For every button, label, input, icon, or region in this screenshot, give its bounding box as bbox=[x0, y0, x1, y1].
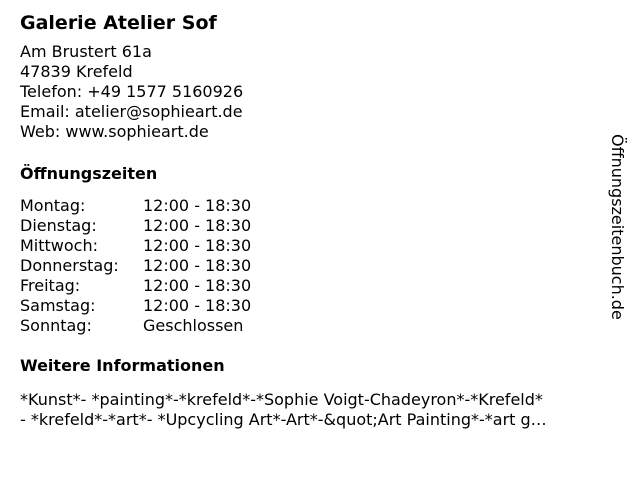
more-info-heading: Weitere Informationen bbox=[20, 356, 225, 375]
business-card bbox=[20, 10, 620, 430]
day-hours: 12:00 - 18:30 bbox=[143, 256, 252, 275]
day-label: Sonntag: bbox=[20, 316, 92, 335]
hours-row-monday bbox=[20, 196, 620, 216]
website: Web: www.sophieart.de bbox=[20, 122, 209, 141]
day-hours: 12:00 - 18:30 bbox=[143, 196, 252, 215]
email-address: Email: atelier@sophieart.de bbox=[20, 102, 243, 121]
day-label: Samstag: bbox=[20, 296, 96, 315]
phone-number: Telefon: +49 1577 5160926 bbox=[20, 82, 244, 101]
hours-row-saturday bbox=[20, 296, 620, 316]
hours-row-friday bbox=[20, 276, 620, 296]
day-hours: 12:00 - 18:30 bbox=[143, 216, 252, 235]
hours-row-sunday bbox=[20, 316, 620, 336]
contact-block bbox=[20, 42, 620, 142]
business-name: Galerie Atelier Sof bbox=[20, 12, 217, 34]
more-info-line: *Kunst*- *painting*-*krefeld*-*Sophie Voigt-Chadeyron*-*Krefeld* bbox=[20, 390, 543, 409]
side-brand-watermark: Öffnungszeitenbuch.de bbox=[608, 134, 627, 320]
hours-row-tuesday bbox=[20, 216, 620, 236]
day-label: Montag: bbox=[20, 196, 86, 215]
day-hours: Geschlossen bbox=[143, 316, 244, 335]
street-address: Am Brustert 61a bbox=[20, 42, 152, 61]
opening-hours-table bbox=[20, 196, 620, 336]
hours-row-thursday bbox=[20, 256, 620, 276]
more-info-line: - *krefeld*-*art*- *Upcycling Art*-Art*-&quot;Art Painting*-*art g… bbox=[20, 410, 547, 429]
more-info-text bbox=[20, 390, 623, 430]
hours-row-wednesday bbox=[20, 236, 620, 256]
day-label: Freitag: bbox=[20, 276, 81, 295]
day-label: Donnerstag: bbox=[20, 256, 119, 275]
day-hours: 12:00 - 18:30 bbox=[143, 236, 252, 255]
opening-hours-heading: Öffnungszeiten bbox=[20, 164, 158, 183]
day-label: Dienstag: bbox=[20, 216, 97, 235]
city-postal: 47839 Krefeld bbox=[20, 62, 133, 81]
day-hours: 12:00 - 18:30 bbox=[143, 276, 252, 295]
day-hours: 12:00 - 18:30 bbox=[143, 296, 252, 315]
day-label: Mittwoch: bbox=[20, 236, 98, 255]
